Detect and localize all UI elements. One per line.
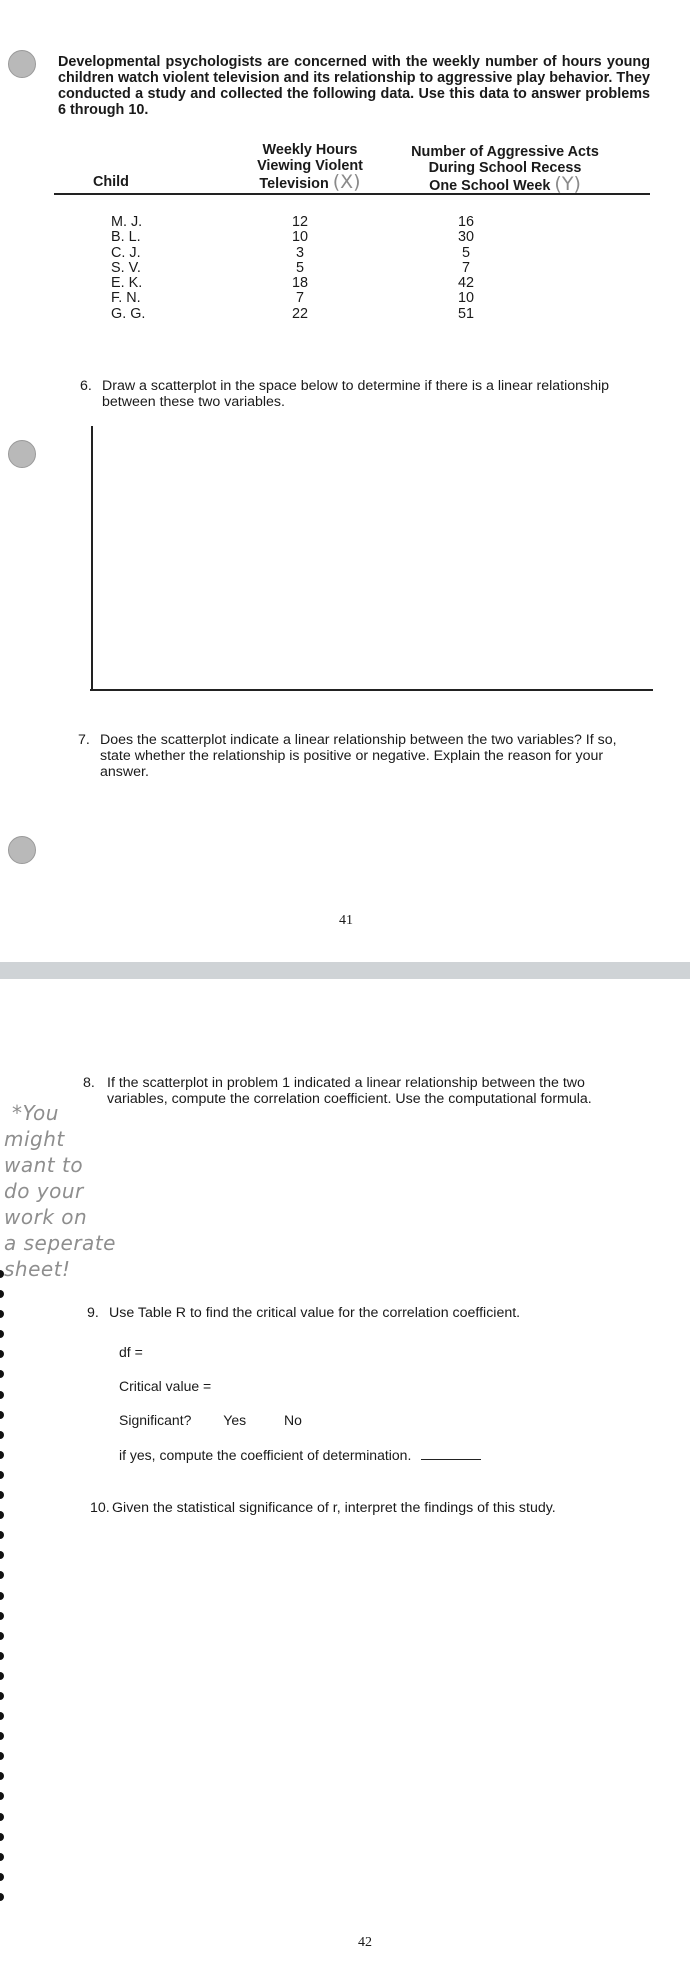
question-9-text: Use Table R to find the critical value for the correlation coefficient. [109,1305,521,1321]
note-line: sheet! [4,1257,71,1281]
question-8-number: 8. [83,1075,95,1091]
yes-option[interactable]: Yes [223,1412,247,1428]
header-acts-line2: During School Recess [428,160,582,176]
table-cell: 3 [295,244,304,261]
table-cell: E. K. [111,275,143,292]
intro-paragraph: Developmental psychologists are concerned with the weekly number of hours young children watch violent television and its relationship to aggressive play behavior. They conducted a study and collected the following data. Use this data to answer problems 6 through 10. [58,54,650,118]
binder-hole [8,440,36,468]
handwritten-y-mark: (Y) [554,173,581,195]
note-line: might [4,1127,65,1151]
binder-edge-marks [0,1270,4,1913]
question-10-number: 10. [90,1500,110,1516]
binder-hole [8,50,36,78]
critical-value-label: Critical value = [119,1378,212,1394]
table-cell: 42 [457,275,474,292]
table-cell: 22 [291,305,308,322]
column-hours [280,215,320,322]
table-cell: M. J. [111,214,143,230]
note-line: want to [4,1153,84,1177]
table-cell: F. N. [111,290,141,307]
table-cell: C. J. [111,244,141,261]
note-line: a seperate [4,1231,116,1255]
table-cell: B. L. [111,229,141,246]
table-cell: 16 [457,214,474,230]
table-cell: 7 [295,290,304,307]
binder-hole [8,836,36,864]
question-10-text: Given the statistical significance of r, interpret the findings of this study. [112,1500,556,1516]
table-header-rule [54,193,650,195]
note-line: do your [4,1179,84,1203]
header-child: Child [93,174,129,190]
scatterplot-area[interactable] [90,426,653,693]
header-hours-line3 [240,171,380,193]
header-acts-line3 [395,173,615,195]
table-cell: S. V. [111,259,141,276]
significant-row [119,1412,302,1428]
table-cell: 7 [461,259,470,276]
table-cell: 10 [291,229,308,246]
note-line: *You [12,1101,59,1125]
no-option[interactable]: No [284,1412,302,1428]
page-number-41: 41 [339,913,353,928]
header-hours-label: Television [259,176,329,192]
note-line: work on [4,1205,88,1229]
table-cell: 10 [457,290,474,307]
column-acts [446,215,486,322]
header-hours [240,142,380,192]
question-7-text: Does the scatterplot indicate a linear relationship between the two variables? If so, state whether the relationship is positive or negative. Explain the reason for your answer. [100,732,617,780]
page-separator [0,962,690,979]
table-cell: 12 [291,214,308,230]
question-6-number: 6. [80,378,92,394]
table-cell: G. G. [111,305,146,322]
column-child [111,215,145,322]
worksheet-page-41 [0,0,690,962]
df-label: df = [119,1344,143,1360]
question-9-number: 9. [87,1305,99,1321]
table-cell: 30 [457,229,474,246]
header-acts-label: One School Week [429,178,551,194]
table-cell: 51 [457,305,474,322]
blank-axes [90,426,653,693]
answer-blank[interactable] [421,1459,481,1460]
question-6-text: Draw a scatterplot in the space below to determine if there is a linear relationship between these two variables. [102,378,610,410]
header-acts [395,144,615,194]
table-cell: 18 [291,275,308,292]
page-number-42: 42 [358,1935,372,1950]
handwritten-x-mark: (X) [332,171,361,193]
determination-label: if yes, compute the coefficient of determination. [119,1447,412,1463]
significant-label: Significant? [119,1412,192,1428]
header-hours-line1: Weekly Hours [262,142,358,158]
question-7-number: 7. [78,732,90,748]
table-cell: 5 [461,244,470,261]
table-cell: 5 [295,259,304,276]
determination-row [119,1447,481,1463]
header-hours-line2: Viewing Violent [257,158,363,174]
header-acts-line1: Number of Aggressive Acts [411,144,599,160]
handwritten-note [4,1100,116,1282]
question-8-text: If the scatterplot in problem 1 indicated a linear relationship between the two variables, compute the correlation coefficient. Use the computational formula. [107,1075,592,1107]
